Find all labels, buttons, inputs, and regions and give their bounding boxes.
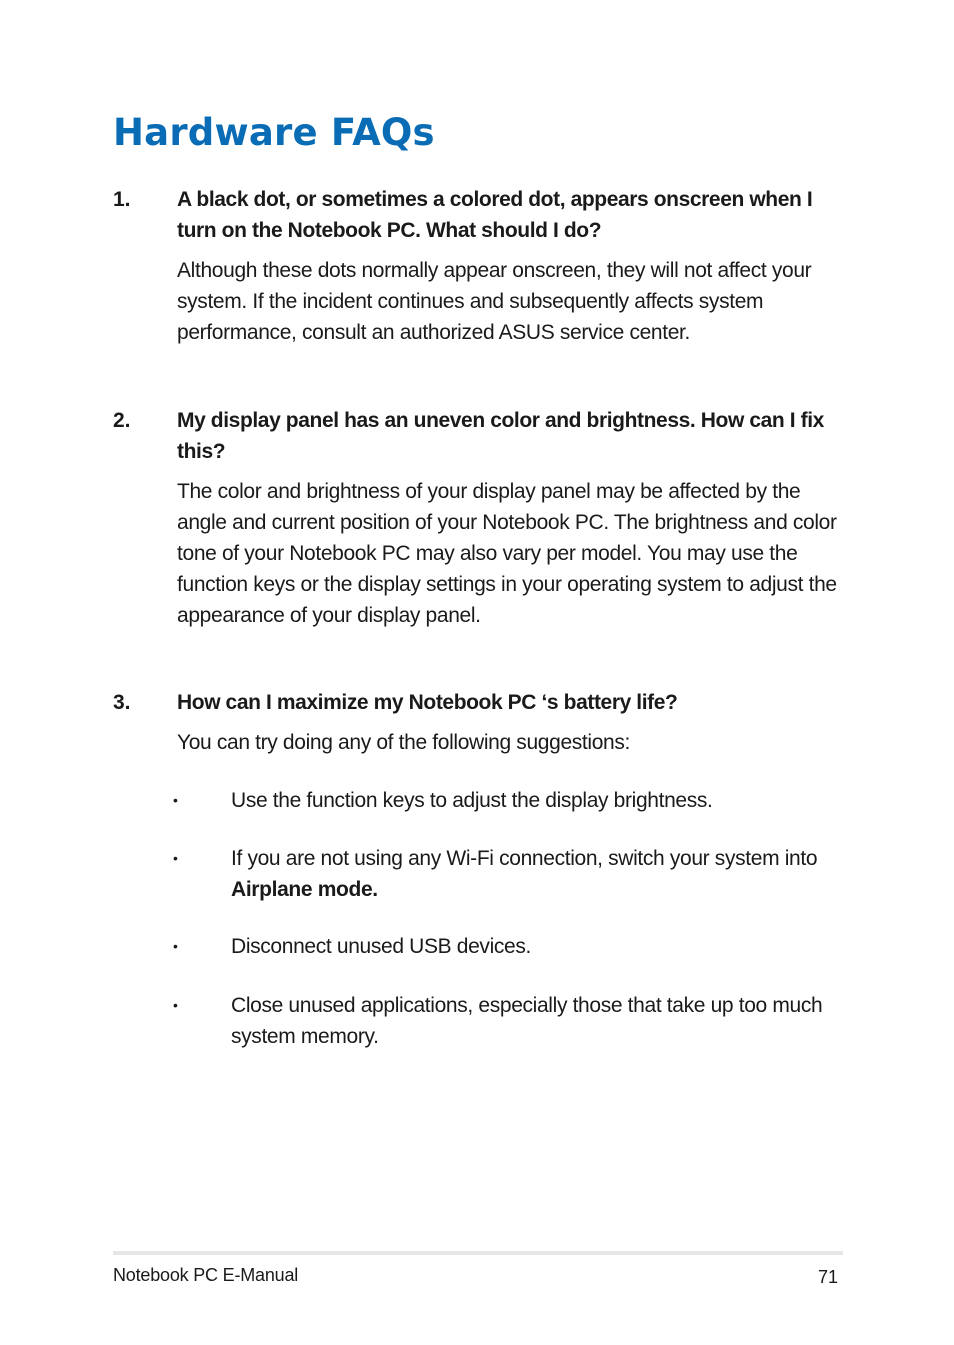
faq-number: 2. [113, 409, 131, 432]
bullet-icon: • [173, 850, 178, 866]
footer-divider [113, 1251, 843, 1255]
faq-question: My display panel has an uneven color and brightness. How can I fix this? [177, 409, 824, 463]
list-item [173, 785, 853, 816]
list-item [173, 990, 853, 1052]
suggestion-text: Close unused applications, especially those that take up too much system memory. [231, 994, 823, 1048]
suggestion-text-plain: If you are not using any Wi-Fi connection, switch your system into [231, 847, 818, 870]
suggestion-text [231, 843, 853, 905]
suggestion-text-bold: Airplane mode. [231, 878, 378, 901]
faq-answer: The color and brightness of your display panel may be affected by the angle and current position of your Notebook PC. The brightness and color tone of your Notebook PC may also vary per model. You may use the function keys or the display settings in your operating system to adjust the appearance of your display panel. [177, 480, 837, 627]
faq-question: A black dot, or sometimes a colored dot, appears onscreen when I turn on the Notebook PC. What should I do? [177, 188, 813, 242]
bullet-icon: • [173, 997, 178, 1013]
suggestion-text: Use the function keys to adjust the display brightness. [231, 789, 713, 812]
list-item [173, 931, 853, 962]
faq-answer: You can try doing any of the following suggestions: [177, 731, 631, 754]
faq-number: 3. [113, 691, 131, 714]
faq-item-2 [113, 405, 843, 631]
bullet-icon: • [173, 938, 178, 954]
list-item [173, 843, 853, 905]
faq-answer: Although these dots normally appear onscreen, they will not affect your system. If the incident continues and subsequently affects system performance, consult an authorized ASUS service center. [177, 259, 812, 344]
suggestion-text: Disconnect unused USB devices. [231, 935, 531, 958]
footer-manual-name: Notebook PC E-Manual [113, 1265, 299, 1285]
bullet-icon: • [173, 792, 178, 808]
faq-item-3 [113, 687, 843, 758]
faq-number: 1. [113, 188, 131, 211]
faq-item-1 [113, 184, 843, 348]
footer-page-number: 71 [817, 1267, 838, 1287]
page-title: Hardware FAQs [113, 111, 435, 154]
faq-question: How can I maximize my Notebook PC ‘s battery life? [177, 691, 678, 714]
